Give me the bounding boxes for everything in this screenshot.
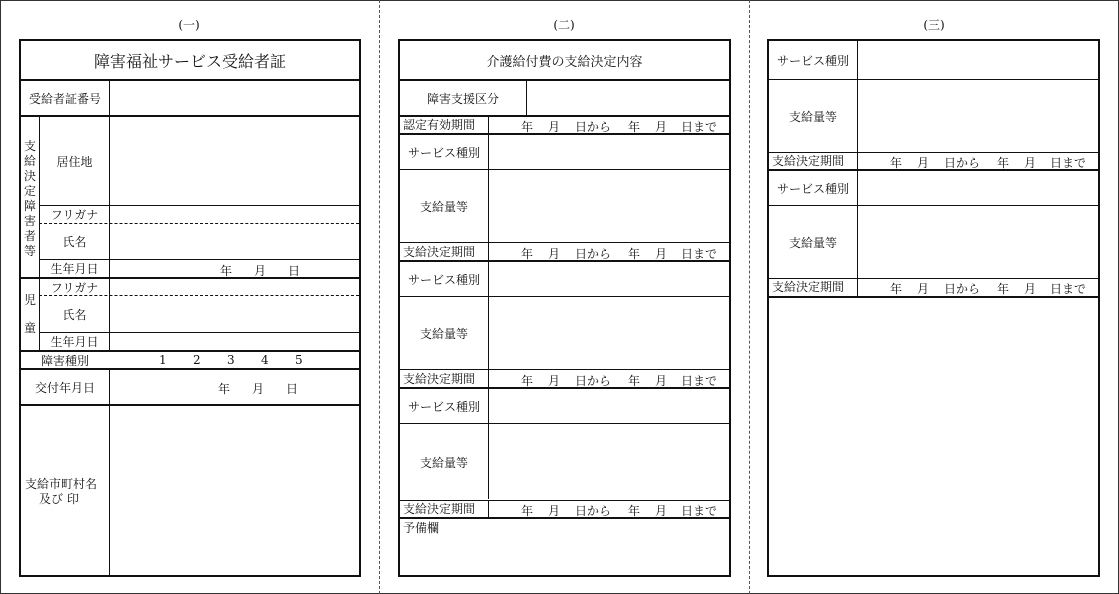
period-to-day-marker: 日まで [681,247,718,261]
address-label: 居住地 [56,154,93,169]
section-label-char: 者 [23,229,36,243]
period-from-day-marker: 日から [575,504,612,518]
period-from-day-marker: 日から [944,156,981,170]
amount-label: 支給量等 [419,326,468,341]
period-to-year-marker: 年 [628,120,641,134]
divider [488,389,489,499]
divider [769,278,1098,279]
divider [857,41,858,169]
decision-period-label: 支給決定期間 [403,372,476,386]
divider [769,152,1098,153]
period-to-month-marker: 月 [655,374,668,388]
period-year-marker: 年 [521,374,534,388]
period-to-year-marker: 年 [997,282,1010,296]
period-from-day-marker: 日から [575,120,612,134]
period-year-marker: 年 [890,156,903,170]
divider [488,500,489,517]
name-label: 氏名 [62,235,87,249]
divider [400,115,729,117]
amount-label: 支給量等 [788,109,837,124]
panel-benefit-decision [398,39,731,577]
service-type-label: サービス種別 [776,53,849,68]
period-month-marker: 月 [917,156,930,170]
reserve-field[interactable] [400,537,729,575]
period-month-marker: 月 [917,282,930,296]
decision-period-label: 支給決定期間 [403,245,476,259]
disability-option-1[interactable]: 1 [159,353,167,367]
period-to-month-marker: 月 [1024,282,1037,296]
period-to-day-marker: 日まで [681,120,718,134]
section-label-char: 支 [23,139,36,153]
divider [488,370,489,387]
panel-1-heading: (一) [178,18,200,32]
decision-period-label: 支給決定期間 [403,502,476,516]
divider [488,243,489,260]
support-category-field[interactable] [527,81,729,115]
panel-benefit-continued [767,39,1100,577]
divider [400,517,729,519]
disability-option-2[interactable]: 2 [193,353,201,367]
period-to-day-marker: 日まで [681,374,718,388]
disability-type-label: 障害種別 [40,353,89,368]
service-type-label: サービス種別 [407,399,480,414]
fold-line-1 [379,0,380,594]
period-month-marker: 月 [548,120,561,134]
period-to-month-marker: 月 [655,120,668,134]
month-marker: 月 [254,264,267,278]
disability-option-4[interactable]: 4 [261,353,269,367]
disability-option-5[interactable]: 5 [295,353,303,367]
panel-3-heading: (三) [923,18,945,32]
child-birthdate-label: 生年月日 [50,335,99,349]
divider [400,500,729,501]
period-from-day-marker: 日から [944,282,981,296]
period-year-marker: 年 [521,247,534,261]
period-to-day-marker: 日まで [681,504,718,518]
panel-certificate [19,39,361,577]
period-month-marker: 月 [548,247,561,261]
period-from-day-marker: 日から [575,374,612,388]
reserve-label: 予備欄 [403,521,440,535]
service-type-label: サービス種別 [407,272,480,287]
blank-area [769,298,1098,575]
municipality-label: 支給市町村名 [25,477,98,491]
section-label-char: 等 [23,244,36,258]
decision-period-label: 支給決定期間 [772,280,845,294]
service-type-label: サービス種別 [776,181,849,196]
period-to-month-marker: 月 [655,247,668,261]
child-label-1: 児 [23,293,36,307]
child-name-label: 氏名 [62,307,87,322]
period-month-marker: 月 [548,504,561,518]
period-to-year-marker: 年 [997,156,1010,170]
period-year-marker: 年 [521,120,534,134]
period-from-day-marker: 日から [575,247,612,261]
divider [488,262,489,370]
certificate-title: 障害福祉サービス受給者証 [93,51,286,71]
recipient-number-label: 受給者証番号 [28,91,101,106]
year-marker: 年 [220,264,233,278]
period-to-month-marker: 月 [655,504,668,518]
amount-label: 支給量等 [419,455,468,470]
month-marker: 月 [252,382,265,396]
address-field[interactable] [110,117,359,205]
fold-line-2 [749,0,750,594]
section-label-char: 障 [23,199,36,213]
day-marker: 日 [288,264,301,278]
disability-option-3[interactable]: 3 [227,353,235,367]
issue-date-label: 交付年月日 [34,380,95,395]
furigana-label: フリガナ [50,208,99,222]
section-label-char: 給 [23,154,36,168]
period-to-year-marker: 年 [628,504,641,518]
support-category-label: 障害支援区分 [426,91,499,106]
amount-label: 支給量等 [419,199,468,214]
child-label-2: 童 [23,321,36,335]
period-to-day-marker: 日まで [1050,282,1087,296]
municipality-seal-field[interactable] [110,406,359,575]
divider [488,135,489,243]
service-type-label: サービス種別 [407,145,480,160]
period-year-marker: 年 [521,504,534,518]
divider [400,369,729,370]
decision-period-label: 支給決定期間 [772,154,845,168]
period-to-year-marker: 年 [628,247,641,261]
child-furigana-label: フリガナ [50,280,99,295]
recipient-number-field[interactable] [110,81,359,115]
day-marker: 日 [286,382,299,396]
year-marker: 年 [218,382,231,396]
section-label-char: 定 [23,184,36,198]
divider [400,242,729,243]
panel-2-heading: (二) [553,18,575,32]
benefit-decision-title: 介護給付費の支給決定内容 [486,54,643,70]
period-to-day-marker: 日まで [1050,156,1087,170]
municipality-seal-label: 及び 印 [39,492,79,506]
period-to-month-marker: 月 [1024,156,1037,170]
period-year-marker: 年 [890,282,903,296]
amount-label: 支給量等 [788,235,837,250]
section-label-char: 決 [23,169,36,183]
cert-period-label: 認定有効期間 [403,118,476,132]
period-to-year-marker: 年 [628,374,641,388]
section-label-char: 害 [23,214,36,228]
birthdate-label: 生年月日 [50,262,99,276]
divider [488,117,489,133]
period-month-marker: 月 [548,374,561,388]
